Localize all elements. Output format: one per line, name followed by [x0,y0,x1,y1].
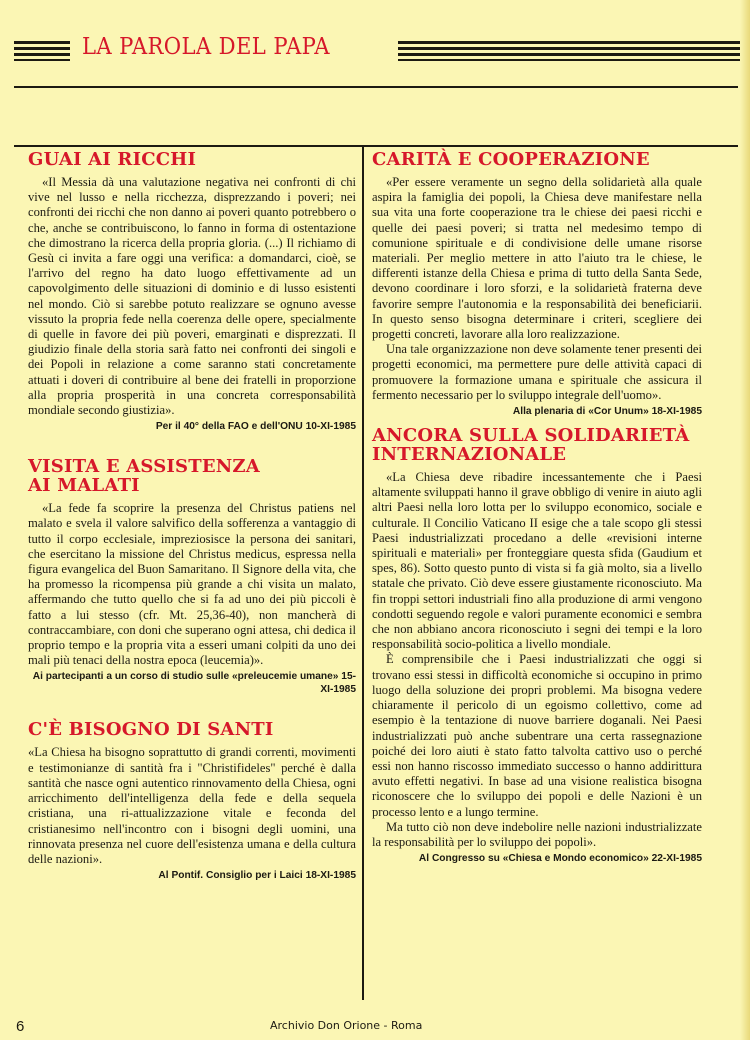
page-edge [740,0,750,1040]
header-rule-left [14,41,70,61]
article-body: «La Chiesa ha bisogno soprattutto di grandi correnti, movimenti e testimonianze di santità fra i "Christifideles" perché è dalla santità che nasce ogni autentico rinnovamento della Chiesa, ogni arricchimento dell'intelligenza della fede e della sequela cristiana, una ri-attualizzazione vitale e feconda del cristianesimo nell'incontro con i bisogni degli uomini, una rinnovata presenza nel cuore dell'esistenza umana e della cultura delle nazioni». [28,745,356,866]
article-source: Ai partecipanti a un corso di studio sulle «preleucemie umane» 15-XI-1985 [32,671,356,696]
article-source: Alla plenaria di «Cor Unum» 18-XI-1985 [512,406,702,418]
article-title: GUAI AI RICCHI [28,149,197,170]
article-source: Per il 40° della FAO e dell'ONU 10-XI-1985 [155,421,356,433]
article-source: Al Pontif. Consiglio per i Laici 18-XI-1985 [158,870,356,882]
content-rule [14,145,738,147]
article-title: VISITA E ASSISTENZA AI MALATI [28,456,260,497]
top-rule [14,86,738,88]
left-column [28,150,356,882]
article-title: C'È BISOGNO DI SANTI [28,719,274,741]
article-title: CARITÀ E COOPERAZIONE [372,149,650,170]
page-header [14,34,740,66]
header-title: LA PAROLA DEL PAPA [82,34,330,60]
archive-footer: Archivio Don Orione - Roma [270,1019,423,1032]
right-column [372,150,702,865]
column-divider [362,146,364,1000]
article-body: È comprensibile che i Paesi industrializzati che oggi si trovano essi stessi in difficoltà economiche si occupino in primo luogo della soluzione dei propri problemi. Ma bisogna vedere chiaramente il pericolo di un egoismo collettivo, come ad esempio è la tentazione di nuove barriere doganali. Nei Paesi industrializzati può anche subentrare una certa rassegnazione poiché dei loro aiuti è stato fatto talvolta cattivo uso o perché essi non hanno riscosso immediato successo o hanno addirittura avuto effetti negativi. In base ad una visione realistica bisogna riconoscere che lo sviluppo dei popoli e delle Nazioni è un processo lento e a lungo termine. [372,652,702,819]
article-source: Al Congresso su «Chiesa e Mondo economico» 22-XI-1985 [418,853,702,865]
page-number: 6 [16,1018,25,1035]
article-body: Ma tutto ciò non deve indebolire nelle nazioni industrializzate la responsabilità per lo sviluppo dei popoli». [372,819,702,849]
article-body: Una tale organizzazione non deve solamente tener presenti dei progetti economici, ma permettere pure delle attività capaci di promuovere la formazione umana e spirituale che assicura il fermento necessario per lo sviluppo integrale dell'uomo». [372,342,702,402]
article-title: ANCORA SULLA SOLIDARIETÀ INTERNAZIONALE [372,425,690,466]
article-body: «Il Messia dà una valutazione negativa nei confronti di chi vive nel lusso e nella ricchezza, disprezzando i poveri; nei confronti dei ricchi che non danno ai poveri quanto potrebbero o che, anche se contribuiscono, lo fanno in forma di ostentazione che dimostrano la ricerca della propria gloria. (...) Il richiamo di Gesù ci invita a fare oggi una verifica: a domandarci, cioè, se l'arrivo del regno ha dato luogo effettivamente ad un capovolgimento delle situazioni di dominio e di lusso esistenti nel mondo. Ciò si sarebbe potuto realizzare se ognuno avesse vissuto la propria fede nella coerenza delle opere, specialmente di quelle in favore dei più poveri, emarginati e disprezzati. Il giudizio finale della storia sarà fatto nei confronti dei singoli e dei Popoli in relazione a come saranno stati concretamente attuati i doveri di contribuire al bene dei fratelli in proporzione alla propria prosperità in una concreta corresponsabilità mondiale secondo giustizia». [28,175,356,418]
article-body: «La fede fa scoprire la presenza del Christus patiens nel malato e svela il valore salvifico della sofferenza a vantaggio di tutto il corpo ecclesiale, impreziosisce la persona dei sanitari, che esercitano la missione del Christus medicus, espressa nella figura evangelica del Buon Samaritano. Il Signore della vita, che ha promesso la ricompensa più grande a chi visita un malato, affermando che tutto quello che si fa ad uno dei più piccoli è fatto a lui stesso (cfr. Mt. 25,36-40), non mancherà di contraccambiare, con doni che superano ogni attesa, chi dedica il proprio tempo e la propria vita a esseri umani colpiti da uno dei mali più tenaci della nostra epoca (leucemia)». [28,501,356,668]
article-body: «Per essere veramente un segno della solidarietà alla quale aspira la famiglia dei popoli, la Chiesa deve manifestare nella sua vita una forte cooperazione tra le chiese dei paesi ricchi e quelle dei paesi poveri; si tratta nel medesimo tempo di comunione spirituale e di condivisione delle umane risorse materiali. Per meglio mettere in atto l'aiuto tra le chiese, le differenti istanze della Chiesa e prima di tutto della Santa Sede, devono coordinare i loro sforzi, e la solidarietà fraterna deve favorire sempre l'autonomia e la responsabilità dei beneficiarii. In questo senso bisogna determinare i criteri, scegliere dei progetti concreti, lavorare alla loro realizzazione. [372,175,702,342]
header-rule-right [398,41,740,61]
article-body: «La Chiesa deve ribadire incessantemente che i Paesi altamente sviluppati hanno il grave obbligo di venire in aiuto agli altri Paesi nella loro lotta per lo sviluppo economico, sociale e culturale. Il Concilio Vaticano II esige che a tale scopo gli stessi Paesi industrializzati procedano a delle «revisioni interne spirituali e materiali» per fronteggiare questa sfida (Gaudium et spes, 86). Sotto questo punto di vista si fa già molto, sia a livello statale che privato. Ciò deve essere giustamente riconosciuto. Ma fin troppi settori industriali fino alla produzione di armi vengono condotti seguendo regole e valori puramente economici e sembra che non abbiano ancora riconosciuto i segni dei tempi e la loro responsabilità socio-politica a livello mondiale. [372,470,702,652]
